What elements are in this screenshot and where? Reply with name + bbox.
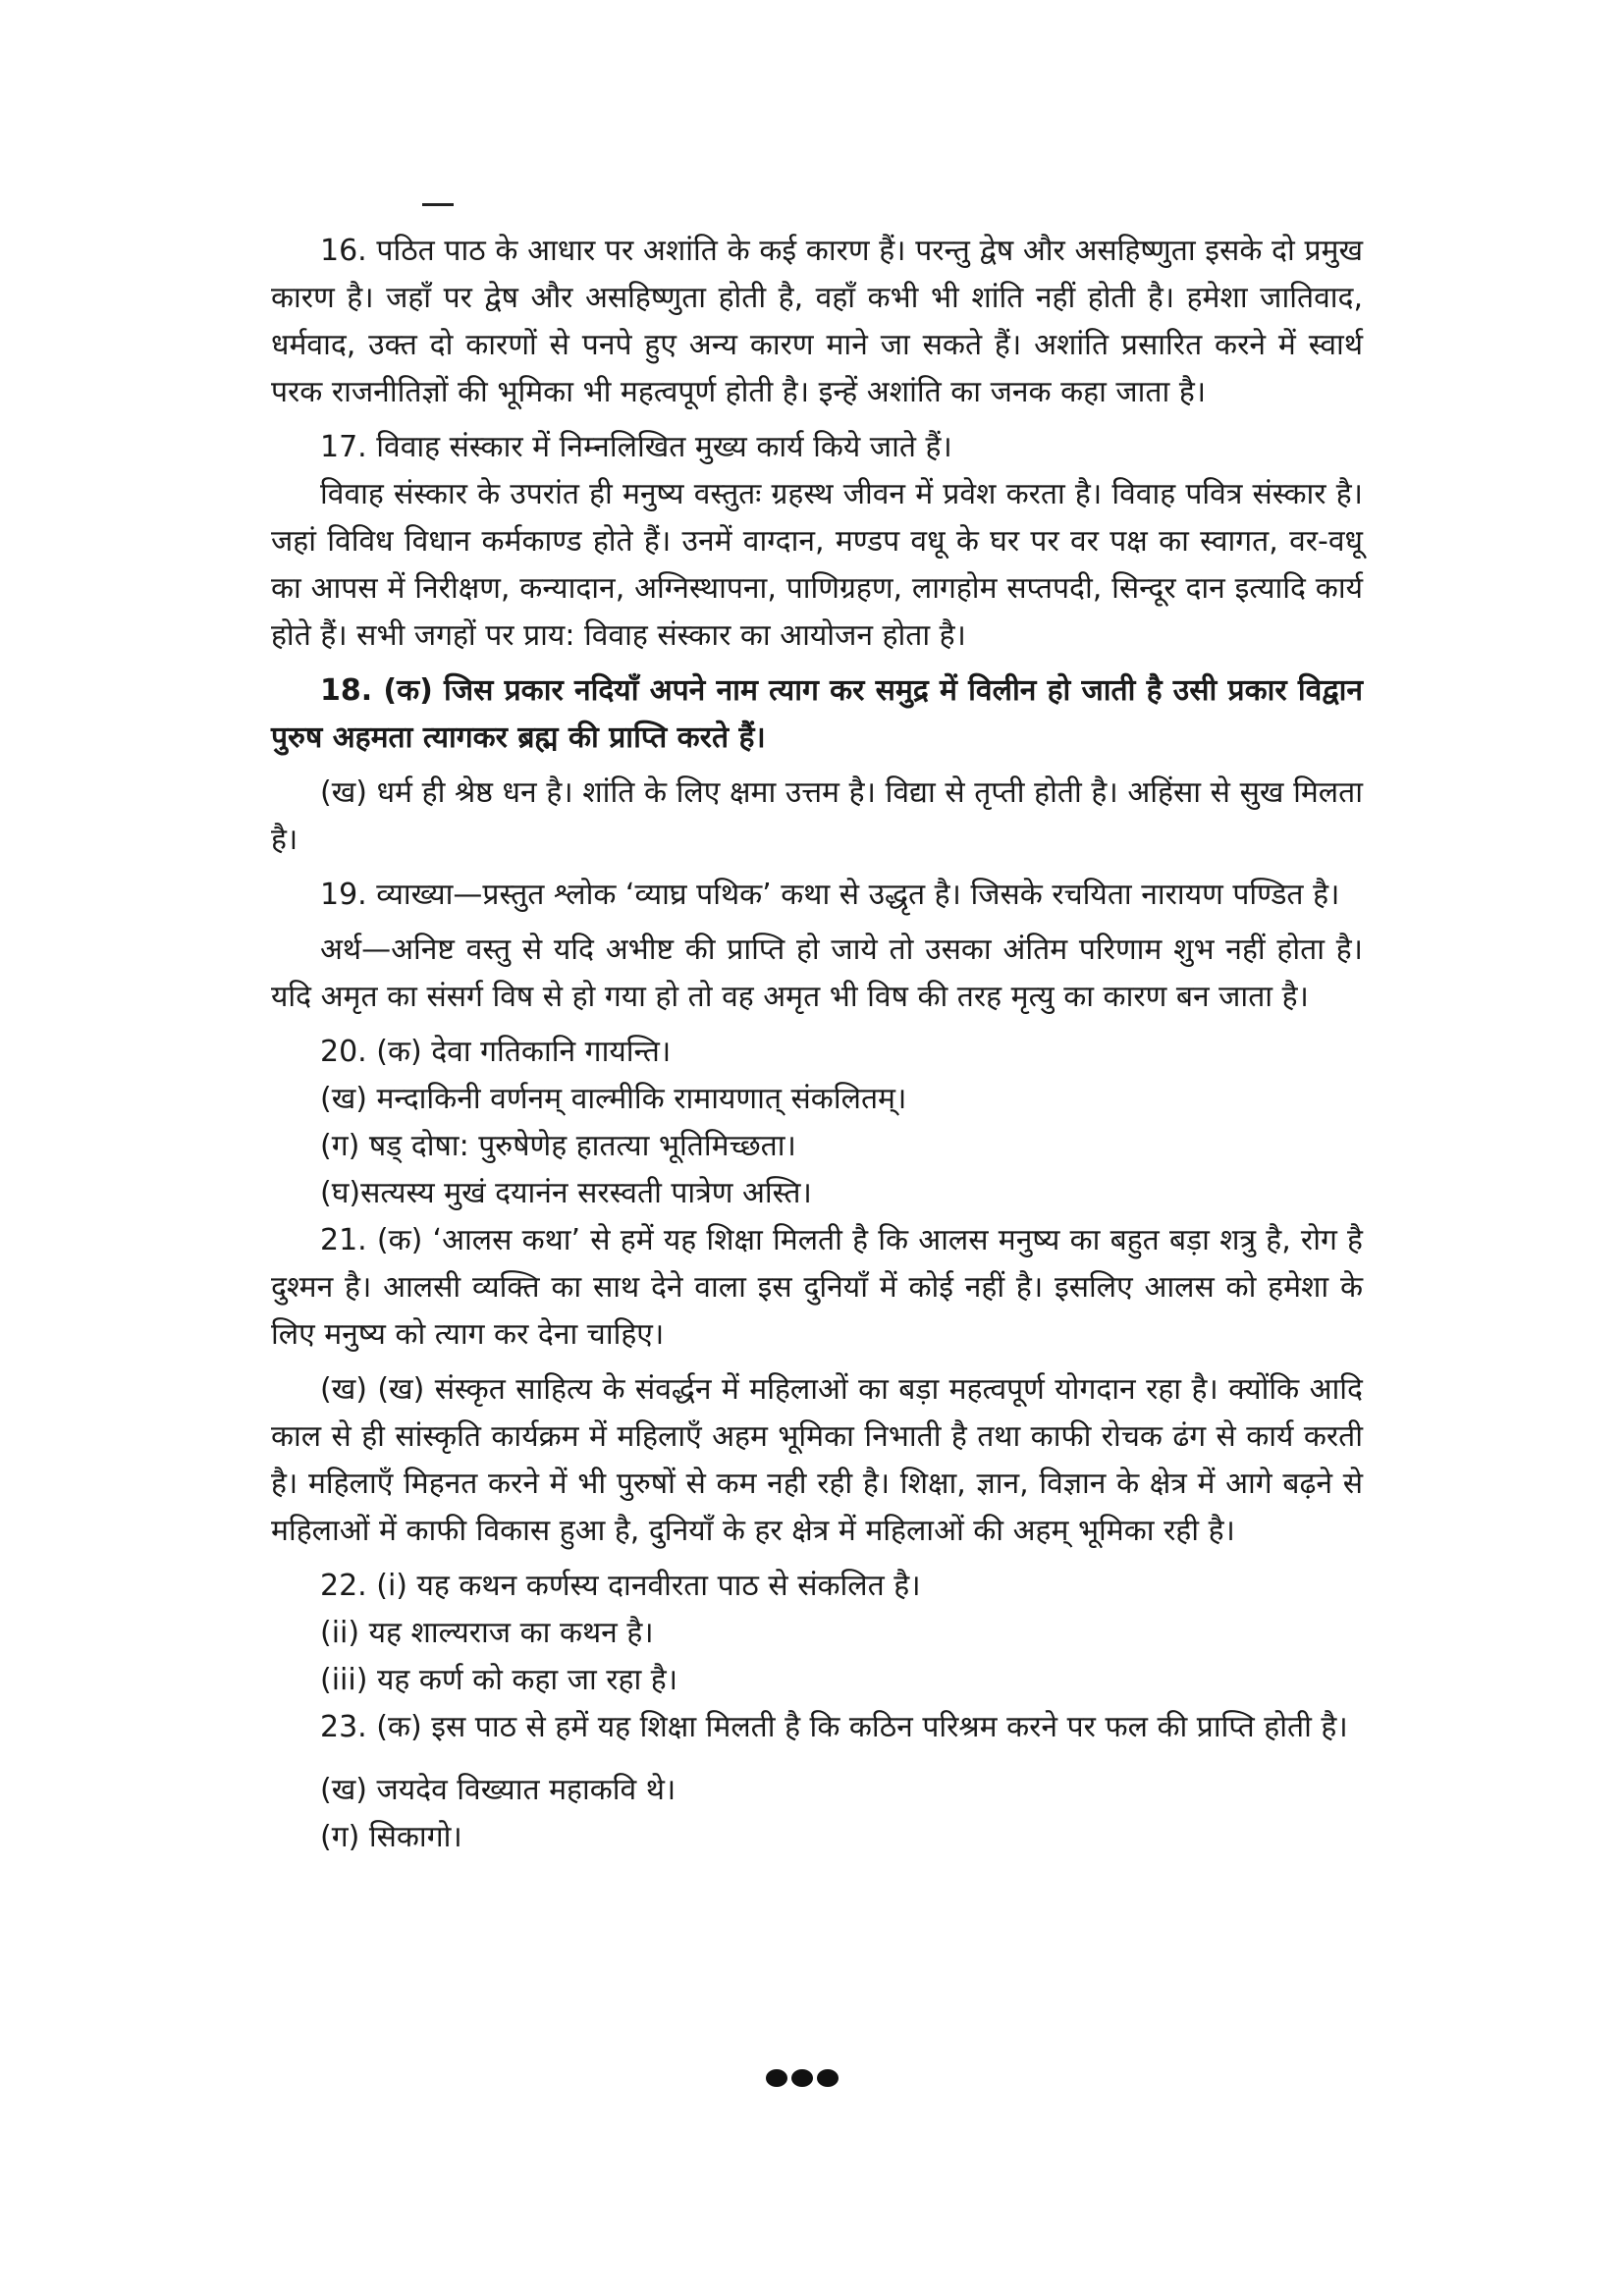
- answer-22-i: 22. (i) यह कथन कर्णस्य दानवीरता पाठ से संकलित है।: [320, 1569, 921, 1603]
- answer-23-ga: (ग) सिकागो।: [320, 1820, 462, 1854]
- answer-20-ga: (ग) षड् दोषा: पुरुषेणेह हातत्या भूतिमिच्छता।: [320, 1129, 796, 1163]
- answer-18-kha: (ख) धर्म ही श्रेष्ठ धन है। शांति के लिए क्षमा उत्तम है। विद्या से तृप्ती होती है। अहिंसा से सुख मिलता है।: [271, 775, 1363, 857]
- answer-20-ka: 20. (क) देवा गतिकानि गायन्ति।: [320, 1035, 672, 1069]
- answer-21-ka: 21. (क) ‘आलस कथा’ से हमें यह शिक्षा मिलती है कि आलस मनुष्य का बहुत बड़ा शत्रु है, रोग है दुश्मन है। आलसी व्यक्ति का साथ देने वाला इस दुनियाँ में कोई नहीं है। इसलिए आलस को हमेशा के लिए मनुष्य को त्याग कर देना चाहिए।: [271, 1223, 1363, 1352]
- answer-19-explanation: 19. व्याख्या—प्रस्तुत श्लोक ‘व्याघ्र पथिक’ कथा से उद्धृत है। जिसके रचयिता नारायण पण्डित है।: [320, 878, 1340, 912]
- answer-22-iii: (iii) यह कर्ण को कहा जा रहा है।: [320, 1663, 678, 1697]
- answer-20-gha: (घ)सत्यस्य मुखं दयानंन सरस्वती पात्रेण अस्ति।: [320, 1176, 812, 1210]
- top-dash-mark: [422, 203, 454, 206]
- answer-16: 16. पठित पाठ के आधार पर अशांति के कई कारण हैं। परन्तु द्वेष और असहिष्णुता इसके दो प्रमुख कारण है। जहाँ पर द्वेष और असहिष्णुता होती है, वहाँ कभी भी शांति नहीं होती है। हमेशा जातिवाद, धर्मवाद, उक्त दो कारणों से पनपे हुए अन्य कारण माने जा सकते हैं। अशांति प्रसारित करने में स्वार्थ परक राजनीतिज्ञों की भूमिका भी महत्वपूर्ण होती है। इन्हें अशांति का जनक कहा जाता है।: [271, 234, 1363, 409]
- answer-17-heading: 17. विवाह संस्कार में निम्नलिखित मुख्य कार्य किये जाते हैं।: [320, 430, 952, 464]
- answer-21-kha: (ख) (ख) संस्कृत साहित्य के संवर्द्धन में महिलाओं का बड़ा महत्वपूर्ण योगदान रहा है। क्योंकि आदि काल से ही सांस्कृति कार्यक्रम में महिलाएँ अहम भूमिका निभाती है तथा काफी रोचक ढंग से कार्य करती है। महिलाएँ मिहनत करने में भी पुरुषों से कम नही रही है। शिक्षा, ज्ञान, विज्ञान के क्षेत्र में आगे बढ़ने से महिलाओं में काफी विकास हुआ है, दुनियाँ के हर क्षेत्र में महिलाओं की अहम् भूमिका रही है।: [271, 1372, 1363, 1548]
- answer-23-kha: (ख) जयदेव विख्यात महाकवि थे।: [320, 1773, 677, 1807]
- answer-23-ka: 23. (क) इस पाठ से हमें यह शिक्षा मिलती है कि कठिन परिश्रम करने पर फल की प्राप्ति होती है।: [320, 1710, 1348, 1744]
- dot-icon: [791, 2069, 813, 2087]
- answer-19-meaning: अर्थ—अनिष्ट वस्तु से यदि अभीष्ट की प्राप्ति हो जाये तो उसका अंतिम परिणाम शुभ नहीं होता है। यदि अमृत का संसर्ग विष से हो गया हो तो वह अमृत भी विष की तरह मृत्यु का कारण बन जाता है।: [271, 933, 1363, 1014]
- dot-icon: [817, 2069, 839, 2087]
- dot-icon: [766, 2069, 787, 2087]
- end-of-section-dots-icon: [766, 2069, 839, 2087]
- answer-22-ii: (ii) यह शाल्यराज का कथन है।: [320, 1616, 654, 1650]
- answer-20-kha: (ख) मन्दाकिनी वर्णनम् वाल्मीकि रामायणात् संकलितम्।: [320, 1082, 907, 1116]
- answer-17-body: विवाह संस्कार के उपरांत ही मनुष्य वस्तुतः ग्रहस्थ जीवन में प्रवेश करता है। विवाह पवित्र संस्कार है। जहां विविध विधान कर्मकाण्ड होते हैं। उनमें वाग्दान, मण्डप वधू के घर पर वर पक्ष का स्वागत, वर-वधू का आपस में निरीक्षण, कन्यादान, अग्निस्थापना, पाणिग्रहण, लागहोम सप्तपदी, सिन्दूर दान इत्यादि कार्य होते हैं। सभी जगहों पर प्राय: विवाह संस्कार का आयोजन होता है।: [271, 477, 1363, 653]
- answer-18-ka: 18. (क) जिस प्रकार नदियाँ अपने नाम त्याग कर समुद्र में विलीन हो जाती है उसी प्रकार विद्वान पुरुष अहमता त्यागकर ब्रह्म की प्राप्ति करते हैं।: [271, 673, 1363, 755]
- answer-text-body: [271, 228, 1363, 1861]
